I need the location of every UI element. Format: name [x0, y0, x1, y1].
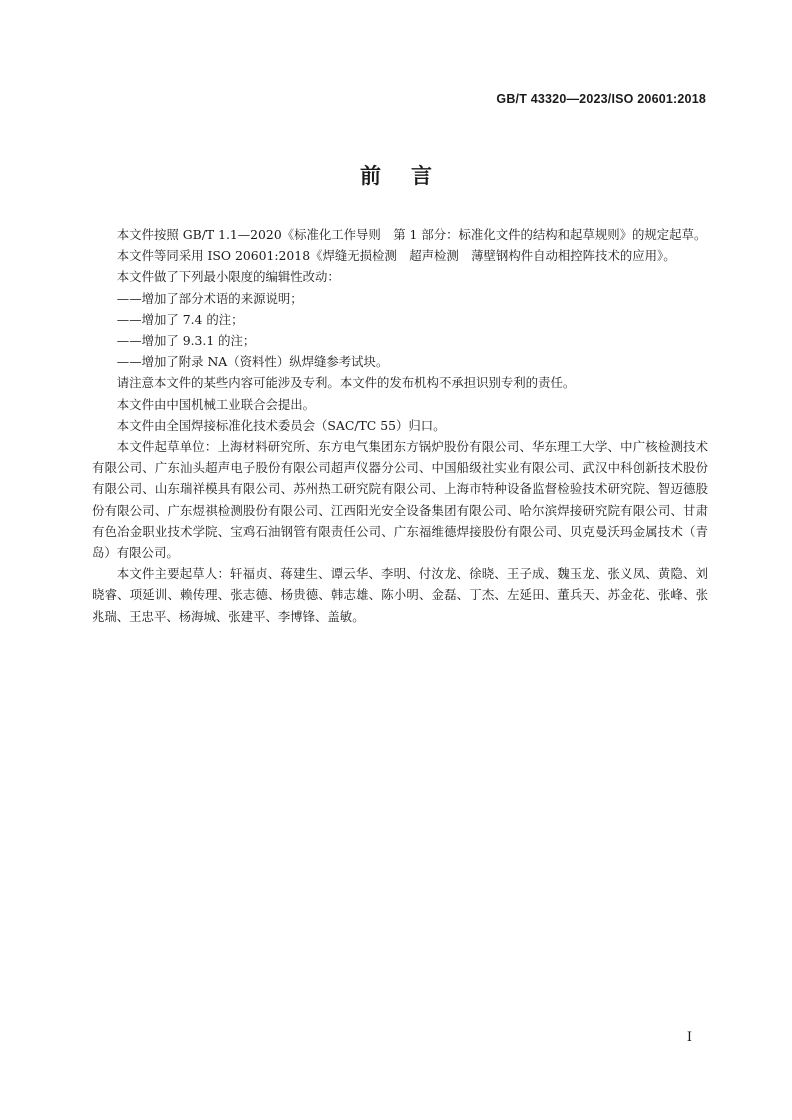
paragraph-drafting-rules: 本文件按照 GB/T 1.1—2020《标准化工作导则 第 1 部分：标准化文件的结构和起草规则》的规定起草。 [116, 227, 707, 242]
paragraph-drafting-units: 本文件起草单位：上海材料研究所、东方电气集团东方锅炉股份有限公司、华东理工大学、中广核检测技术有限公司、广东汕头超声电子股份有限公司超声仪器分公司、中国船级社实业有限公司、武汉中科创新技术股份有限公司、山东瑞祥模具有限公司、苏州热工研究院有限公司、上海市特种设备监督检验技术研究院、智迈德股份有限公司、广东煜祺检测股份有限公司、江西阳光安全设备集团有限公司、哈尔滨焊接研究院有限公司、甘肃有色冶金职业技术学院、宝鸡石油钢管有限责任公司、广东福维德焊接股份有限公司、贝克曼沃玛金属技术（青岛）有限公司。 [92, 439, 708, 561]
paragraph-changes-intro: 本文件做了下列最小限度的编辑性改动： [116, 269, 340, 285]
paragraph-administrator: 本文件由全国焊接标准化技术委员会（SAC/TC 55）归口。 [116, 417, 446, 433]
change-item: ——增加了 7.4 的注； [116, 311, 244, 327]
paragraph-drafters: 本文件主要起草人：轩福贞、蒋建生、谭云华、李明、付汝龙、徐晓、王子成、魏玉龙、张义凤、黄隐、刘晓睿、项延训、赖传理、张志德、杨贵德、韩志雄、陈小明、金磊、丁杰、左延田、董兵天、苏金花、张峰、张兆瑞、王忠平、杨海城、张建平、李博锋、盖敏。 [92, 566, 708, 624]
paragraph-adoption: 本文件等同采用 ISO 20601:2018《焊缝无损检测 超声检测 薄壁钢构件自动相控阵技术的应用》。 [116, 248, 676, 264]
standard-code: GB/T 43320—2023/ISO 20601:2018 [496, 92, 706, 106]
page-title: 前言 [360, 164, 462, 188]
change-item: ——增加了部分术语的来源说明； [116, 290, 303, 306]
page-number: I [686, 1030, 692, 1045]
foreword-body [92, 224, 708, 627]
paragraph-patent-notice: 请注意本文件的某些内容可能涉及专利。本文件的发布机构不承担识别专利的责任。 [116, 375, 576, 391]
change-item: ——增加了附录 NA（资料性）纵焊缝参考试块。 [116, 354, 389, 370]
paragraph-proposer: 本文件由中国机械工业联合会提出。 [116, 396, 316, 412]
change-item: ——增加了 9.3.1 的注； [116, 333, 256, 349]
